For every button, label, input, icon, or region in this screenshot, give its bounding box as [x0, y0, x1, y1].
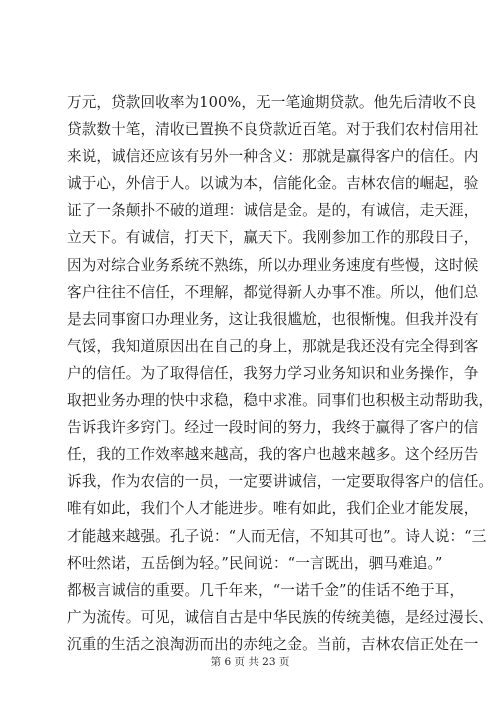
- text-line: 告诉我许多窍门。经过一段时间的努力，我终于赢得了客户的信: [67, 419, 479, 437]
- text-line: 来说，诚信还应该有另外一种含义：那就是赢得客户的信任。内: [67, 148, 479, 166]
- text-line: 广为流传。可见，诚信自古是中华民族的传统美德，是经过漫长、: [67, 608, 494, 626]
- text-line: 取把业务办理的快中求稳，稳中求准。同事们也积极主动帮助我，: [67, 392, 494, 410]
- text-line: 唯有如此，我们个人才能进步。唯有如此，我们企业才能发展，: [67, 500, 479, 518]
- text-line: 都极言诚信的重要。几千年来，“一诺千金”的佳话不绝于耳，: [67, 581, 465, 599]
- text-line: 户的信任。为了取得信任，我努力学习业务知识和业务操作，争: [67, 364, 479, 382]
- text-line: 诚于心，外信于人。以诚为本，信能化金。吉林农信的崛起，验: [67, 175, 479, 193]
- text-line: 是去同事窗口办理业务，这让我很尴尬，也很惭愧。但我并没有: [67, 310, 479, 328]
- text-line: 万元，贷款回收率为100%，无一笔逾期贷款。他先后清收不良: [67, 94, 477, 111]
- text-line: 贷款数十笔，清收已置换不良贷款近百笔。对于我们农村信用社: [67, 121, 479, 139]
- text-line: 气馁，我知道原因出在自己的身上，那就是我还没有完全得到客: [67, 337, 479, 355]
- text-line: 客户往往不信任，不理解，都觉得新人办事不准。所以，他们总: [67, 283, 479, 301]
- text-line: 诉我，作为农信的一员，一定要讲诚信，一定要取得客户的信任。: [67, 473, 494, 491]
- text-line: 证了一条颠扑不破的道理：诚信是金。是的，有诚信，走天涯，: [67, 202, 479, 220]
- text-line: 立天下。有诚信，打天下，赢天下。我刚参加工作的那段日子，: [67, 229, 479, 247]
- text-line: 杯吐然诺，五岳倒为轻。”民间说：“一言既出，驷马难追。”: [67, 554, 443, 572]
- text-line: 因为对综合业务系统不熟练，所以办理业务速度有些慢，这时候: [67, 256, 479, 274]
- text-line: 任，我的工作效率越来越高，我的客户也越来越多。这个经历告: [67, 446, 479, 464]
- text-line: 才能越来越强。孔子说：“人而无信，不知其可也”。诗人说：“三: [67, 527, 487, 545]
- body-text: [67, 89, 494, 658]
- text-line: 沉重的生活之浪淘沥而出的赤纯之金。当前，吉林农信正处在一: [67, 635, 479, 653]
- page-number-footer: 第 6 页 共 23 页: [210, 656, 290, 668]
